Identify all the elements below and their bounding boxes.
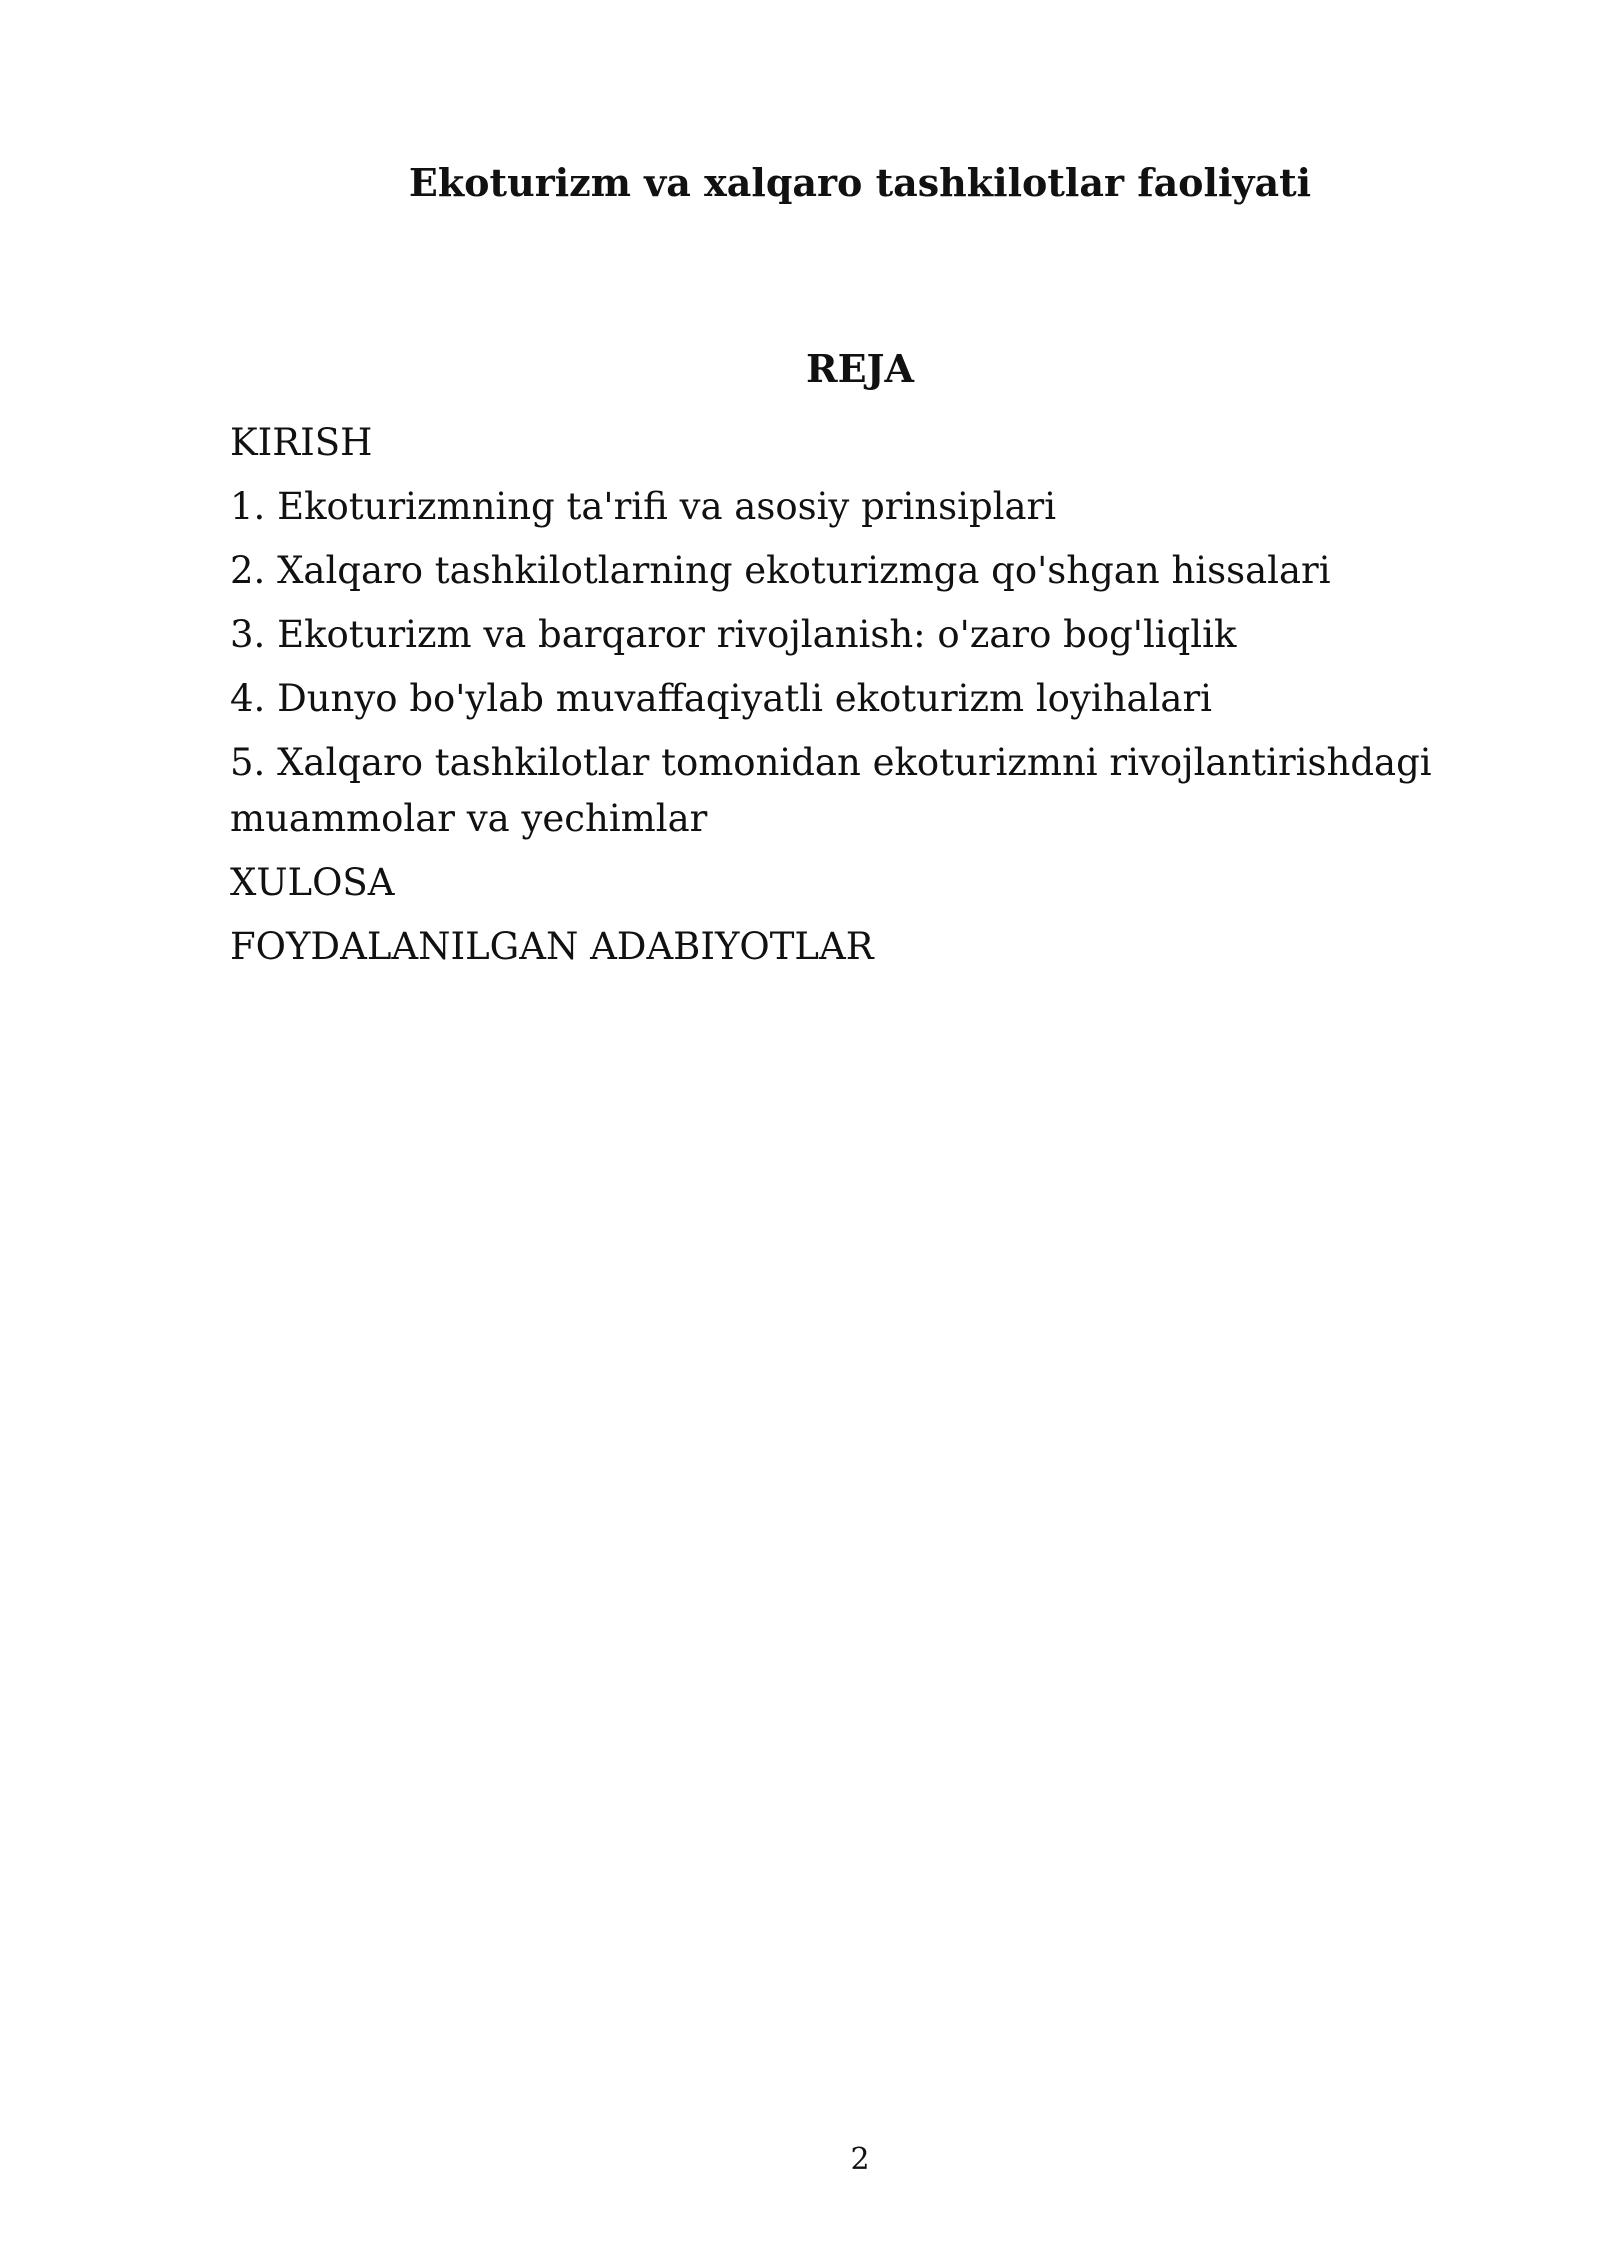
- toc-item-2: 2. Xalqaro tashkilotlarning ekoturizmga qo'shgan hissalari: [230, 549, 1331, 592]
- table-of-contents: [230, 415, 1480, 983]
- toc-item-5: 5. Xalqaro tashkilotlar tomonidan ekoturizmni rivojlantirishdagi muammolar va yechimlar: [230, 741, 1432, 840]
- page-number: 2: [850, 2142, 870, 2177]
- toc-item-1: 1. Ekoturizmning ta'rifi va asosiy prinsiplari: [230, 485, 1057, 528]
- toc-item-3: 3. Ekoturizm va barqaror rivojlanish: o'zaro bog'liqlik: [230, 613, 1237, 656]
- toc-item-intro: KIRISH: [230, 421, 373, 464]
- toc-item-references: FOYDALANILGAN ADABIYOTLAR: [230, 925, 874, 968]
- toc-item-4: 4. Dunyo bo'ylab muvaffaqiyatli ekoturizm loyihalari: [230, 677, 1212, 720]
- document-title: Ekoturizm va xalqaro tashkilotlar faoliyati: [408, 160, 1312, 205]
- toc-item-conclusion: XULOSA: [230, 861, 395, 904]
- plan-heading: REJA: [805, 346, 914, 391]
